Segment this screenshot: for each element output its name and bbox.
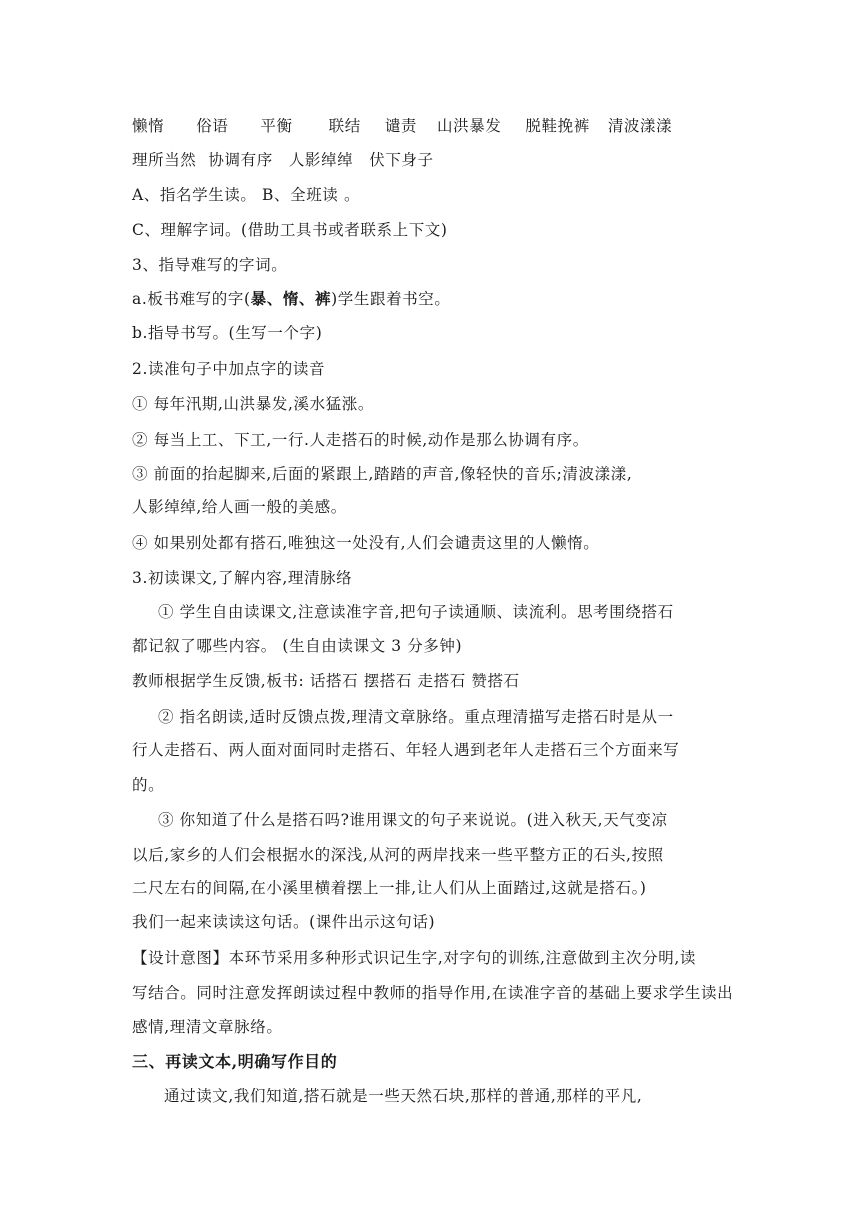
- text-line: ③ 前面的抬起脚来,后面的紧跟上,踏踏的声音,像轻快的音乐;清波漾漾,: [132, 465, 633, 483]
- text-line: 【设计意图】本环节采用多种形式识记生字,对字句的训练,注意做到主次分明,读: [132, 949, 696, 967]
- vocab-word: 俗语: [196, 117, 229, 135]
- text-line: ② 每当上工、下工,一行.人走搭石的时候,动作是那么协调有序。: [132, 431, 589, 449]
- vocab-word: 联结: [328, 117, 361, 135]
- text-line: 二尺左右的间隔,在小溪里横着摆上一排,让人们从上面踏过,这就是搭石。): [132, 879, 647, 897]
- vocab-word: 脱鞋挽裤: [525, 117, 590, 135]
- text-line: [132, 289, 451, 309]
- text-line: b.指导书写。(生写一个字): [132, 324, 323, 342]
- text-line: 的。: [132, 776, 165, 794]
- vocab-word: 理所当然: [132, 151, 197, 169]
- text-line: 行人走搭石、两人面对面同时走搭石、年轻人遇到老年人走搭石三个方面来写: [132, 741, 680, 759]
- text-line: ④ 如果别处都有搭石,唯独这一处没有,人们会谴责这里的人懒惰。: [132, 534, 600, 552]
- vocab-word: 伏下身子: [369, 151, 434, 169]
- text-line: ③ 你知道了什么是搭石吗?谁用课文的句子来说说。(进入秋天,天气变凉: [158, 811, 668, 829]
- vocab-row-1: [132, 116, 672, 136]
- vocab-word: 谴责: [384, 117, 418, 135]
- vocab-word: 山洪暴发: [437, 117, 502, 135]
- section-heading: 三、再读文本,明确写作目的: [132, 1052, 338, 1071]
- vocab-word: 协调有序: [208, 151, 273, 169]
- text-line: ② 指名朗读,适时反馈点拨,理清文章脉络。重点理清描写走搭石时是从一: [158, 708, 674, 726]
- text-fragment: )学生跟着书空。: [331, 290, 451, 308]
- vocab-word: 清波漾漾: [607, 117, 673, 135]
- text-line: 以后,家乡的人们会根据水的深浅,从河的两岸找来一些平整方正的石头,按照: [132, 846, 664, 864]
- text-line: 2.读准句子中加点字的读音: [132, 360, 326, 378]
- text-line: 写结合。同时注意发挥朗读过程中教师的指导作用,在读准字音的基础上要求学生读出: [132, 984, 734, 1002]
- text-line: C、理解字词。(借助工具书或者联系上下文): [132, 221, 448, 239]
- vocab-row-2: [132, 150, 434, 170]
- text-line: A、指名学生读。 B、全班读 。: [132, 186, 361, 204]
- vocab-word: 人影绰绰: [288, 151, 354, 169]
- text-line: 我们一起来读读这句话。(课件出示这句话): [132, 913, 436, 931]
- text-line: 教师根据学生反馈,板书: 话搭石 摆搭石 走搭石 赞搭石: [132, 672, 520, 690]
- text-line: ① 学生自由读课文,注意读准字音,把句子读通顺、读流利。思考围绕搭石: [158, 603, 674, 621]
- text-line: 通过读文,我们知道,搭石就是一些天然石块,那样的普通,那样的平凡,: [164, 1087, 643, 1105]
- text-line: 感情,理清文章脉络。: [132, 1018, 283, 1036]
- bold-characters: 暴、惰、裤: [250, 289, 332, 308]
- text-line: 3、指导难写的字词。: [132, 256, 288, 274]
- text-fragment: a.板书难写的字(: [132, 290, 251, 308]
- text-line: 人影绰绰,给人画一般的美感。: [132, 498, 347, 516]
- text-line: ① 每年汛期,山洪暴发,溪水猛涨。: [132, 395, 374, 413]
- vocab-word: 平衡: [260, 117, 293, 135]
- text-line: 3.初读课文,了解内容,理清脉络: [132, 569, 353, 587]
- vocab-word: 懒惰: [132, 117, 165, 135]
- text-line: 都记叙了哪些内容。 (生自由读课文 3 分多钟): [132, 637, 463, 655]
